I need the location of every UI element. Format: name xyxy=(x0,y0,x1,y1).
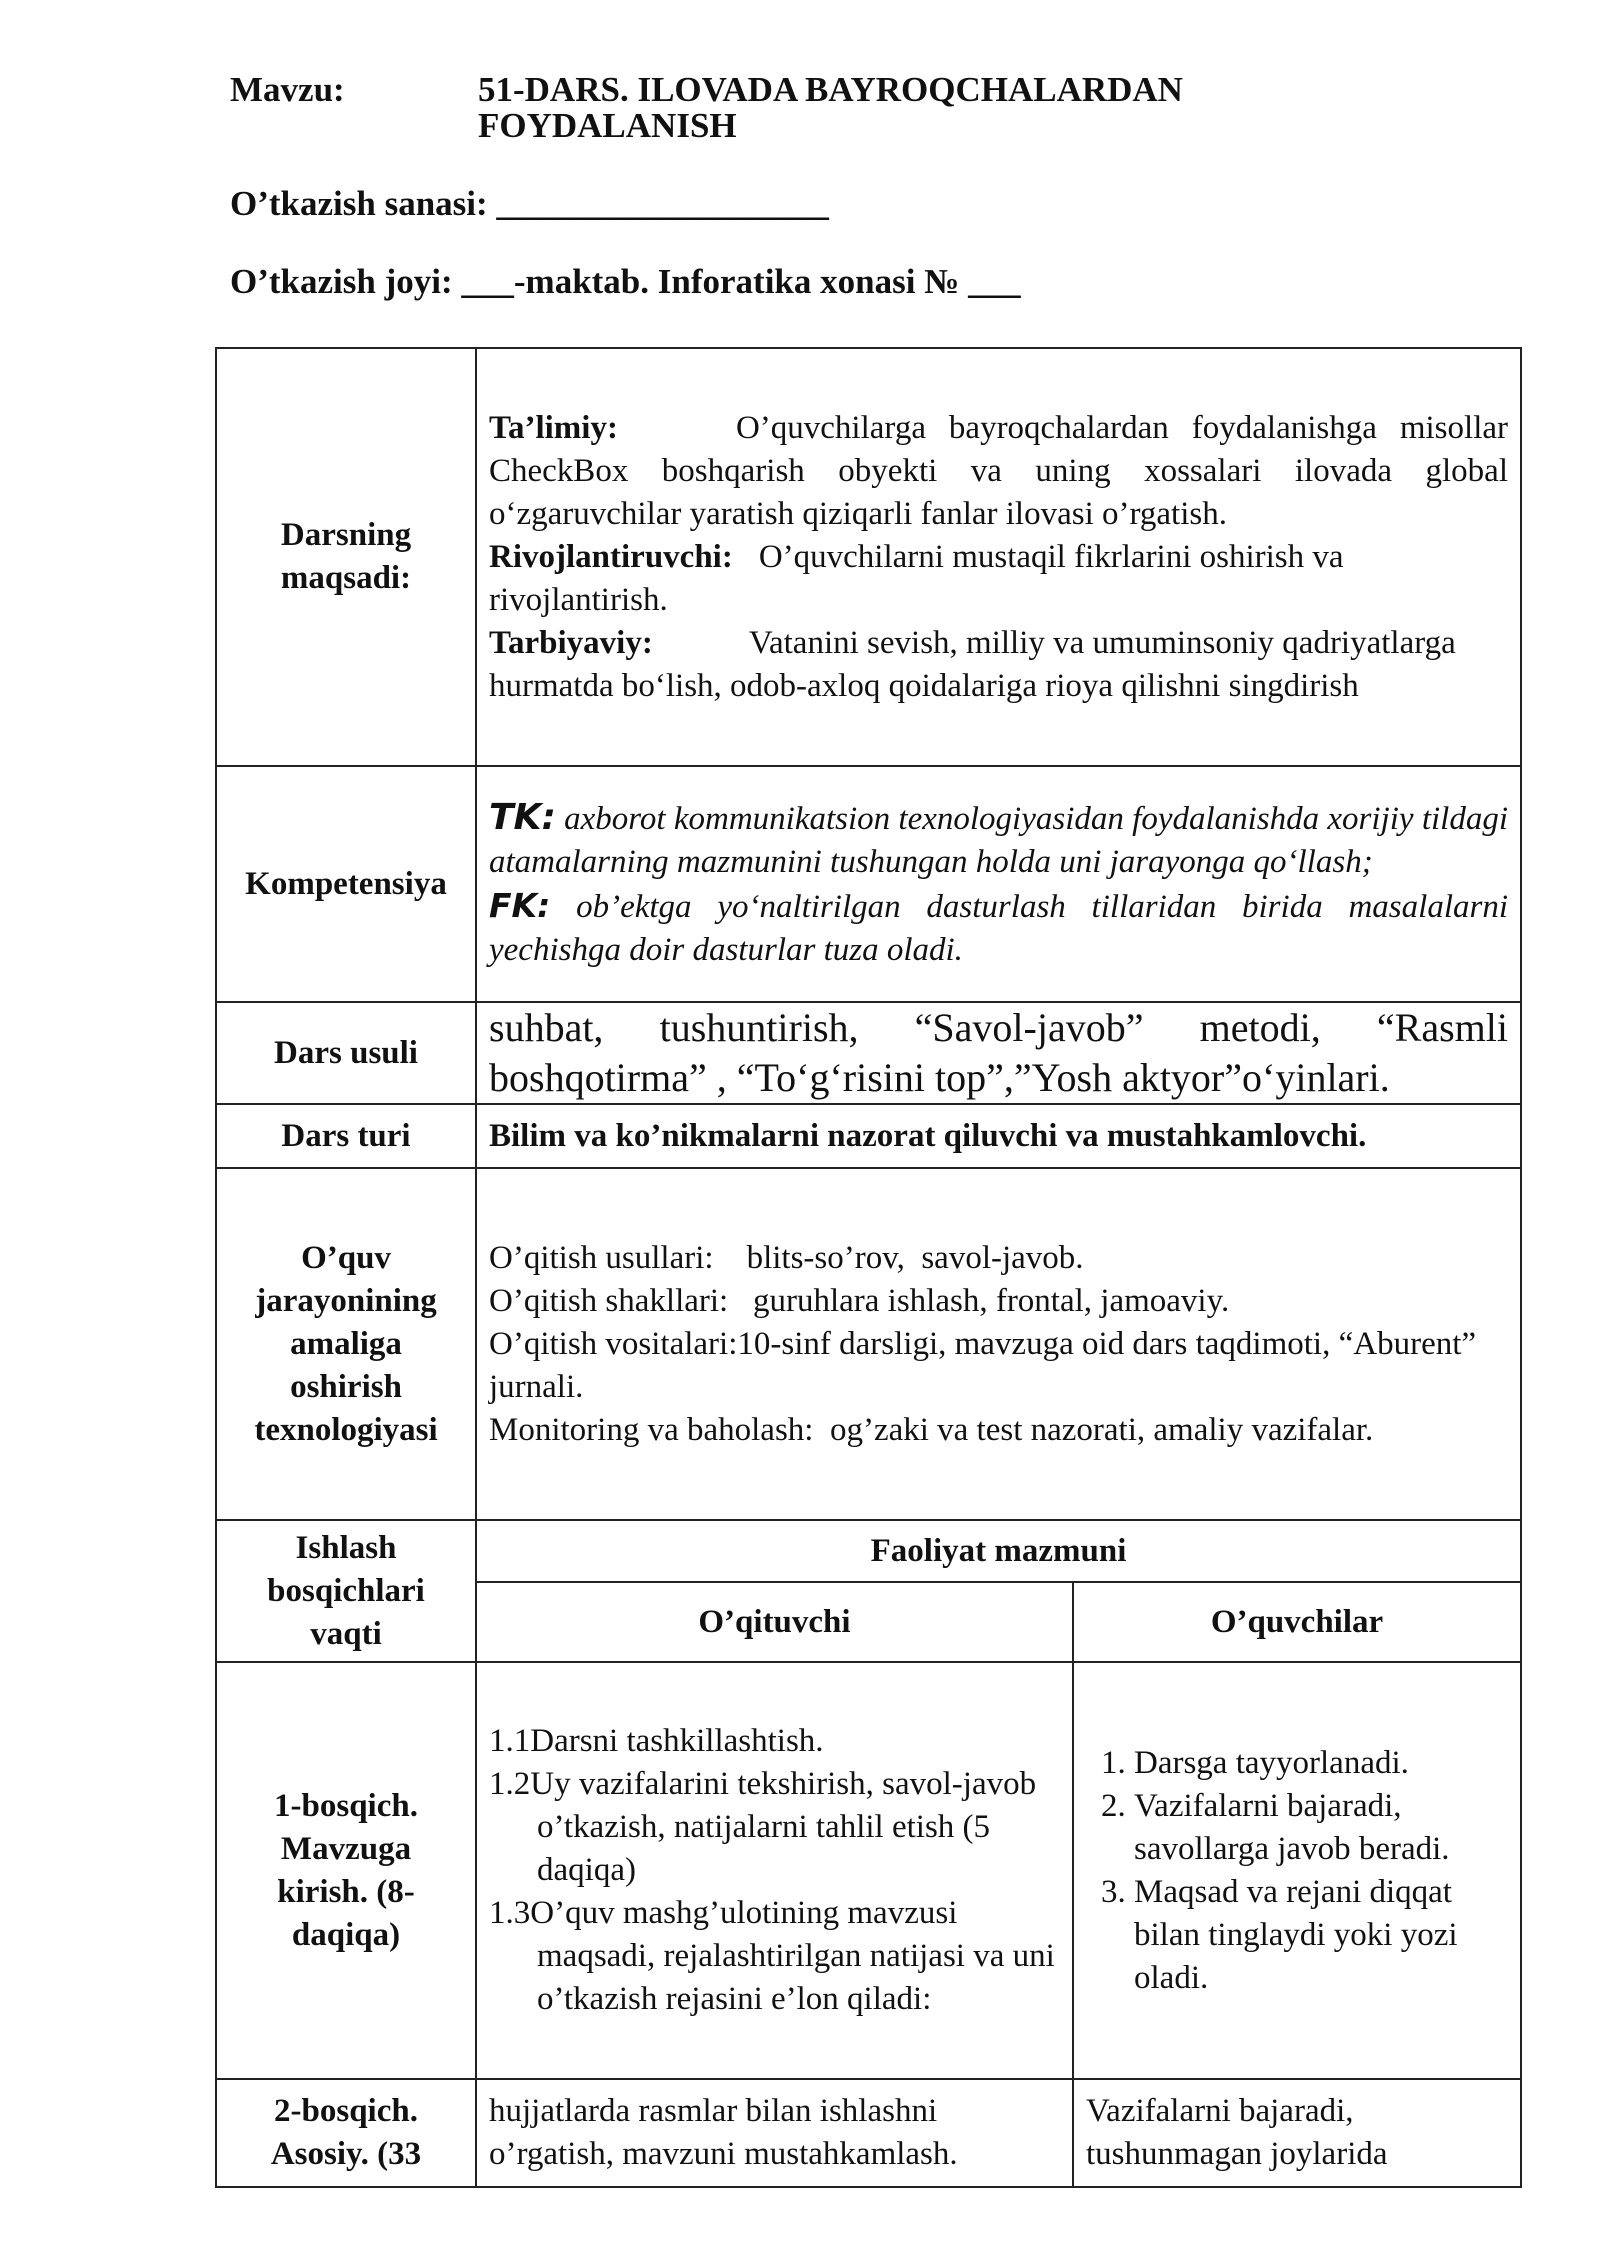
goal-tarbiya-text: Vatanini sevish, milliy va umuminsoniy qadriyatlarga hurmatda bo‘lish, odob-axloq qoidalariga rioya qilishni singdirish xyxy=(489,624,1456,704)
goals-label xyxy=(216,348,476,766)
goal-tarbiya-label: Tarbiyaviy: xyxy=(489,624,653,661)
goal-rivoj xyxy=(489,536,1508,622)
date-line: O’tkazish sanasi: ___________________ xyxy=(230,184,829,223)
stage2-label xyxy=(216,2079,476,2187)
goal-tarbiya xyxy=(489,622,1508,708)
stage1-row xyxy=(216,1662,1521,2079)
stage2-label-line-2: Asosiy. (33 xyxy=(270,2136,422,2172)
technology-label-line-1: O’quv xyxy=(301,1239,391,1276)
technology-label-line-3: amaliga xyxy=(290,1325,402,1362)
stage1-teacher-step: 1.3O’quv mashg’ulotining mavzusi maqsadi, rejalashtirilgan natijasi va uni o’tkazish rejasini e’lon qiladi: xyxy=(489,1895,1055,2017)
topic-label: Mavzu: xyxy=(230,70,345,109)
lesson-title-line-2: FOYDALANISH xyxy=(478,106,737,145)
tk-label: TK: xyxy=(489,797,556,838)
stage-time-header xyxy=(216,1520,476,1662)
fk-label: FK: xyxy=(489,886,551,925)
method-label: Dars usuli xyxy=(216,1002,476,1104)
stage2-teacher: hujjatlarda rasmlar bilan ishlashni o’rgatish, mavzuni mustahkamlash. xyxy=(476,2079,1073,2187)
activity-header-row xyxy=(216,1520,1521,1582)
lesson-title xyxy=(478,72,1378,144)
stage2-row xyxy=(216,2079,1521,2187)
competence-content xyxy=(476,766,1521,1002)
lesson-type-text: Bilim va ko’nikmalarni nazorat qiluvchi va mustahkamlovchi. xyxy=(476,1104,1521,1168)
stage1-teacher-step: 1.2Uy vazifalarini tekshirish, savol-javob o’tkazish, natijalarni tahlil etish (5 daqiqa) xyxy=(489,1766,1037,1888)
technology-methods: O’qitish usullari: blits-so’rov, savol-javob. xyxy=(489,1239,1084,1276)
competence-fk xyxy=(489,884,1508,972)
fk-text: ob’ektga yo‘naltirilgan dasturlash tillaridan birida masalalarni yechishga doir dasturlar tuza oladi. xyxy=(489,889,1508,968)
technology-label-line-4: oshirish xyxy=(290,1368,402,1405)
stage-time-header-line-1: Ishlash xyxy=(295,1529,397,1566)
lesson-type-row xyxy=(216,1104,1521,1168)
competence-label: Kompetensiya xyxy=(216,766,476,1002)
students-header: O’quvchilar xyxy=(1073,1582,1521,1662)
stage1-student-step: 1. Darsga tayyorlanadi. xyxy=(1134,1742,1508,1785)
tk-text: axborot kommunikatsion texnologiyasidan foydalanishda xorijiy tildagi atamalarning mazmunini tushungan holda uni jarayonga qo‘llash; xyxy=(489,801,1508,880)
activity-content-header: Faoliyat mazmuni xyxy=(476,1520,1521,1582)
stage1-student-step: 3. Maqsad va rejani diqqat bilan tinglaydi yoki yozi oladi. xyxy=(1134,1871,1508,2000)
goals-content xyxy=(476,348,1521,766)
competence-row xyxy=(216,766,1521,1002)
stage1-student-step: 2. Vazifalarni bajaradi, savollarga javob beradi. xyxy=(1134,1785,1508,1871)
competence-tk xyxy=(489,796,1508,884)
stage-time-header-line-2: bosqichlari xyxy=(267,1572,425,1609)
method-text: suhbat, tushuntirish, “Savol-javob” metodi, “Rasmli boshqotirma” , “To‘g‘risini top”,”Yosh aktyor”o‘yinlari. xyxy=(476,1002,1521,1104)
goals-label-line-1: Darsning xyxy=(280,517,412,553)
technology-monitoring: Monitoring va baholash: og’zaki va test nazorati, amaliy vazifalar. xyxy=(489,1411,1374,1448)
stage2-students: Vazifalarni bajaradi, tushunmagan joylarida xyxy=(1073,2079,1521,2187)
goal-rivoj-text: O’quvchilarni mustaqil fikrlarini oshirish va rivojlantirish. xyxy=(489,538,1344,618)
stage1-label xyxy=(216,1662,476,2079)
teacher-header: O’qituvchi xyxy=(476,1582,1073,1662)
technology-tools: O’qitish vositalari:10-sinf darsligi, mavzuga oid dars taqdimoti, “Aburent” jurnali. xyxy=(489,1325,1485,1405)
lesson-plan-table xyxy=(215,347,1522,2188)
goal-talimiy-label: Ta’limiy: xyxy=(489,409,618,446)
technology-content xyxy=(476,1168,1521,1520)
lesson-title-line-1: 51-DARS. ILOVADA BAYROQCHALARDAN xyxy=(478,70,1183,109)
goals-row xyxy=(216,348,1521,766)
goal-talimiy-text: O’quvchilarga bayroqchalardan foydalanishga misollar CheckBox boshqarish obyekti va uning xossalari ilovada global o‘zgaruvchilar yaratish qiziqarli fanlar ilovasi o’rgatish. xyxy=(489,409,1508,532)
goals-label-line-2: maqsadi: xyxy=(280,560,412,596)
goal-talimiy xyxy=(489,407,1508,536)
stage1-students xyxy=(1073,1662,1521,2079)
stage1-teacher xyxy=(476,1662,1073,2079)
technology-label-line-2: jarayonining xyxy=(255,1282,437,1319)
stage1-label-line-2: Mavzuga xyxy=(280,1830,412,1867)
technology-label xyxy=(216,1168,476,1520)
stage1-label-line-1: 1-bosqich. xyxy=(274,1787,418,1824)
stage1-label-line-3: kirish. (8- xyxy=(277,1873,415,1910)
method-row xyxy=(216,1002,1521,1104)
stage1-teacher-step: 1.1Darsni tashkillashtish. xyxy=(489,1723,824,1759)
technology-label-line-5: texnologiyasi xyxy=(254,1411,438,1448)
stage2-label-line-1: 2-bosqich. xyxy=(274,2093,418,2129)
goal-rivoj-label: Rivojlantiruvchi: xyxy=(489,538,733,575)
place-line: O’tkazish joyi: ___-maktab. Inforatika xonasi № ___ xyxy=(230,262,1021,301)
technology-forms: O’qitish shakllari: guruhlara ishlash, frontal, jamoaviy. xyxy=(489,1282,1230,1319)
lesson-type-label: Dars turi xyxy=(216,1104,476,1168)
stage-time-header-line-3: vaqti xyxy=(310,1615,382,1652)
technology-row xyxy=(216,1168,1521,1520)
stage1-label-line-4: daqiqa) xyxy=(291,1916,401,1953)
